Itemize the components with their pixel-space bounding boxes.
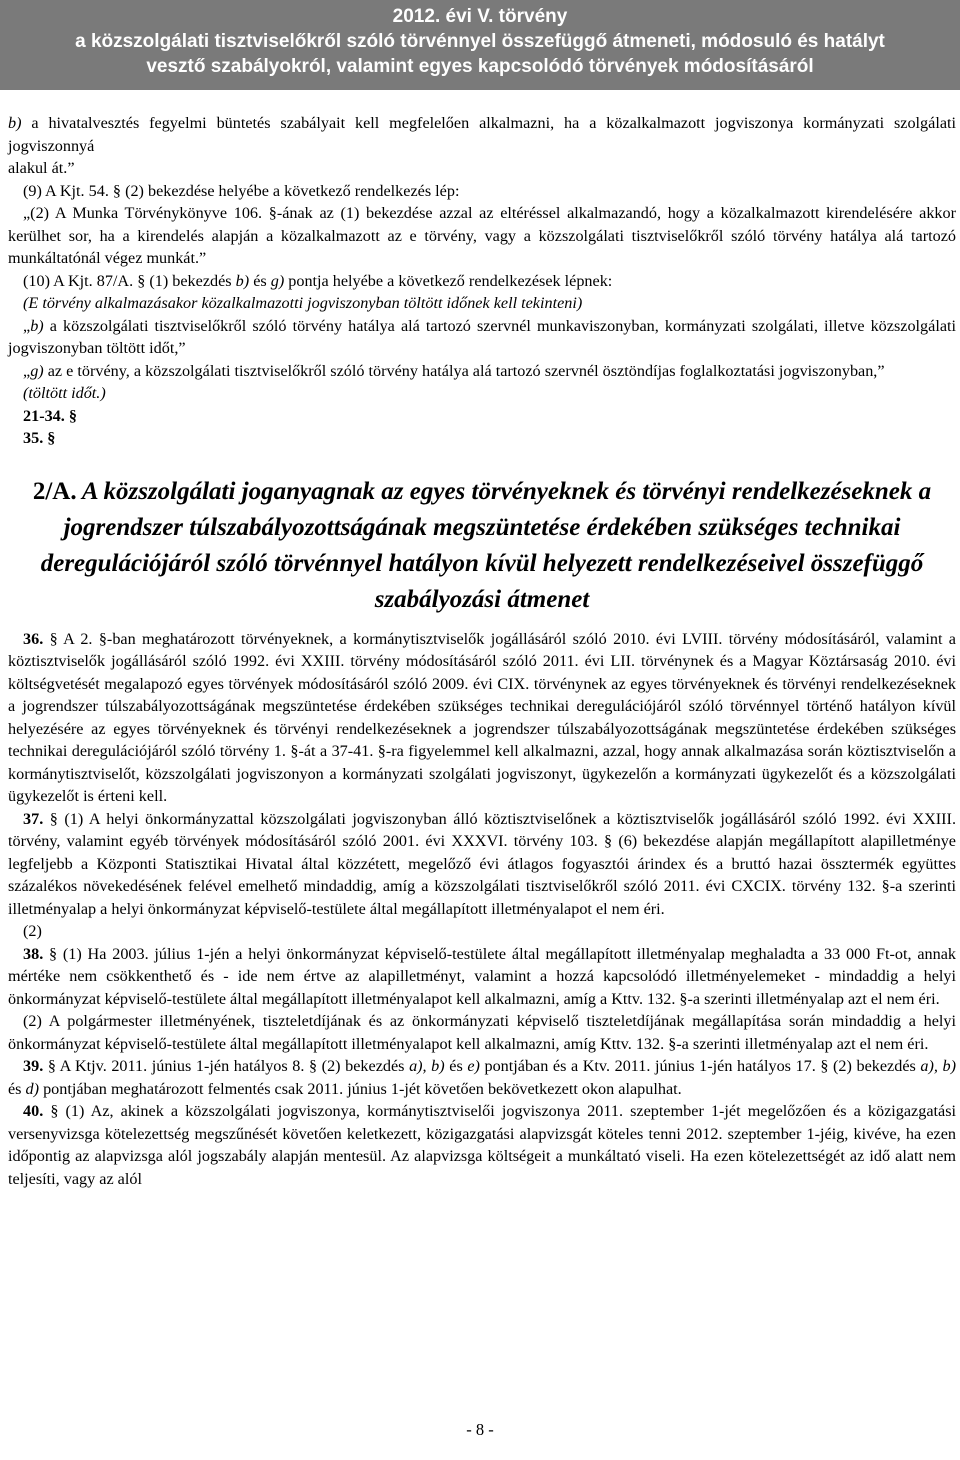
section-text: pontjában és a Ktv. 2011. június 1-jén hatályos 17. § (2) bekezdés bbox=[479, 1057, 921, 1075]
section-text: és bbox=[444, 1057, 468, 1075]
paragraph-text: a közszolgálati tisztviselőkről szóló törvény hatálya alá tartozó szervnél munkaviszonyban, kormányzati szolgálati, illetve közszolgálati jogviszonyban töltött időt,” bbox=[8, 316, 956, 357]
section-37-para-2: (2) bbox=[23, 922, 42, 940]
point-label: b) bbox=[8, 114, 22, 132]
paragraph-b-end: alakul át.” bbox=[8, 159, 75, 177]
chapter-number: 2/A. bbox=[32, 477, 77, 505]
paragraph-text: a hivatalvesztés fegyelmi büntetés szabályait kell megfelelően alkalmazni, ha a közalkalmazott jogviszonya kormányzati szolgálati jogviszonnyá bbox=[8, 114, 956, 155]
point-label: a), b) bbox=[920, 1057, 957, 1075]
section-number: 39. bbox=[23, 1057, 44, 1075]
spacer bbox=[8, 450, 956, 474]
point-label: d) bbox=[25, 1079, 40, 1098]
section-21-34: 21-34. § bbox=[23, 406, 77, 425]
paragraph-text: (10) A Kjt. 87/A. § (1) bekezdés bbox=[23, 271, 236, 290]
paragraph-9-quote: „(2) A Munka Törvénykönyve 106. §-ának az (1) bekezdése azzal az eltéréssel alkalmazandó, hogy a közalkalmazott kirendelésére akkor kerülhet sor, ha a kirendelés alapján a közalkalmazott az e törvény, vagy a közszolgálati tisztviselőkről szóló törvény hatálya alá tartozó munkáltatónál végez munkát.” bbox=[8, 204, 956, 267]
section-38 bbox=[8, 943, 956, 1011]
paragraph-b bbox=[8, 112, 956, 157]
point-label: a), b) bbox=[409, 1057, 445, 1075]
paragraph-10-intro: (E törvény alkalmazásakor közalkalmazotti jogviszonyban töltött időnek kell tekinteni) bbox=[23, 294, 583, 312]
chapter-title bbox=[8, 474, 956, 618]
section-text: pontjában meghatározott felmentés csak 2011. június 1-jét követően bekövetkezett okon alapulhat. bbox=[39, 1079, 682, 1098]
point-label: b) bbox=[30, 316, 44, 335]
paragraph-10-end: (töltött időt.) bbox=[23, 384, 106, 402]
point-label: g) bbox=[270, 271, 285, 290]
paragraph-10-point-b bbox=[8, 315, 956, 360]
section-40 bbox=[8, 1100, 956, 1190]
paragraph-text: az e törvény, a közszolgálati tisztviselőkről szóló törvény hatálya alá tartozó szervnél ösztöndíjas foglalkoztatási jogviszonyban,” bbox=[43, 361, 885, 380]
document-body bbox=[8, 112, 956, 1190]
chapter-title-text: A közszolgálati joganyagnak az egyes törvényeknek és törvényi rendelkezéseknek a jogrendszer túlszabályozottságának megszüntetése érdekében szükséges technikai deregulációjáról szóló törvénnyel hatályon kívül helyezett rendelkezéseivel összefüggő szabályozási átmenet bbox=[40, 477, 932, 613]
section-number: 40. bbox=[23, 1102, 44, 1120]
section-text: § A 2. §-ban meghatározott törvényeknek, a kormánytisztviselők jogállásáról szóló 2010. évi LVIII. törvény módosításáról, valamint a köztisztviselők jogállásáról szóló 1992. évi XXIII. törvény módosításáról szóló 2011. évi LII. törvénynek és a Magyar Köztársaság 2010. évi költségvetését megalapozó egyes törvények módosításáról szóló 2009. évi CIX. törvénynek az egyes törvényeknek és törvényi rendelkezéseknek a jogrendszer túlszabályozottságának megszüntetése érdekében szükséges technikai deregulációjáról szóló törvénnyel történő hatályon kívül helyezésére az egyes törvényeknek és törvényi rendelkezéseknek a jogrendszer túlszabályozottságának megszüntetése érdekében szükséges technikai deregulációjáról szóló törvény 1. §-át a 37-41. §-ra figyelemmel kell alkalmazni, azzal, hogy annak alkalmazása során köztisztviselőn a kormánytisztviselőt, közszolgálati jogviszonyon a kormányzati szolgálati jogviszonyt, ügykezelőn a kormányzati ügykezelőt és a közszolgálati ügykezelőt is érteni kell. bbox=[8, 629, 956, 805]
paragraph-text: és bbox=[249, 271, 271, 290]
section-37 bbox=[8, 808, 956, 921]
quote-mark: „ bbox=[23, 361, 31, 380]
section-38-para-2: (2) A polgármester illetményének, tiszteletdíjának és az önkormányzati képviselő tiszteletdíjának megállapítása során mindaddig a helyi önkormányzat képviselő-testülete által megállapított illetményalapot kell alkalmazni, amíg Kttv. 132. §-a szerinti illetményalap azt el nem éri. bbox=[8, 1012, 956, 1053]
running-header bbox=[0, 0, 960, 90]
paragraph-9: (9) A Kjt. 54. § (2) bekezdése helyébe a következő rendelkezés lép: bbox=[23, 181, 460, 200]
paragraph-10-point-g bbox=[8, 360, 956, 383]
header-law-number: 2012. évi V. törvény bbox=[392, 6, 568, 27]
section-39 bbox=[8, 1055, 956, 1100]
section-number: 36. bbox=[23, 629, 44, 648]
section-text: és bbox=[8, 1079, 26, 1098]
section-number: 38. bbox=[23, 944, 44, 963]
header-law-title-line2: vesztő szabályokról, valamint egyes kapcsolódó törvények módosításáról bbox=[146, 56, 814, 77]
point-label: e) bbox=[467, 1057, 480, 1075]
section-text: § (1) A helyi önkormányzattal közszolgálati jogviszonyban álló köztisztviselőnek a köztisztviselők jogállásáról szóló 1992. évi XXIII. törvény, valamint egyéb törvények módosításáról szóló 2001. évi XXXVI. törvény 103. § (6) bekezdése alapján megállapított alapilletménye legfeljebb a Központi Statisztikai Hivatal által közzétett, megelőző évi átlagos fogyasztói árindex és a bruttó hazai össztermék együttes százalékos növekedésének felével emelhető mindaddig, amíg a közszolgálati tisztviselőkről szóló 2011. évi CXCIX. törvény 132. §-a szerinti illetményalap a helyi önkormányzat képviselő-testülete által megállapított illetményalapot el nem éri. bbox=[8, 809, 956, 918]
point-label: g) bbox=[30, 361, 44, 380]
quote-mark: „ bbox=[23, 316, 31, 335]
section-number: 37. bbox=[23, 809, 44, 828]
point-label: b) bbox=[235, 271, 250, 290]
section-35: 35. § bbox=[23, 429, 56, 447]
section-text: § (1) Az, akinek a közszolgálati jogviszonya, kormánytisztviselői jogviszonya 2011. szeptember 1-jét megelőzően és a közigazgatási versenyvizsga kötelezettség megszűnését követően keletkezett, közigazgatási alapvizsgát köteles tenni 2012. szeptember 1-jéig, kivéve, ha ezen időpontig az alapvizsga alól jogszabály alapján mentesül. Az alapvizsga költségeit a munkáltató viseli. Ha ezen kötelezettségét az idő alatt nem teljesíti, vagy az alól bbox=[8, 1102, 956, 1188]
paragraph-10 bbox=[8, 270, 956, 293]
paragraph-text: pontja helyébe a következő rendelkezések lépnek: bbox=[284, 271, 613, 290]
section-text: § A Ktjv. 2011. június 1-jén hatályos 8. § (2) bekezdés bbox=[43, 1057, 410, 1075]
page-number: - 8 - bbox=[466, 1420, 494, 1439]
section-36 bbox=[8, 628, 956, 808]
section-text: § (1) Ha 2003. július 1-jén a helyi önkormányzat képviselő-testülete által megállapított illetményalap meghaladta a 33 000 Ft-ot, annak mértéke nem csökkenthető és - ide nem értve az alapilletményt, valamint a hozzá kapcsolódó illetményelemeket - mindaddig a helyi önkormányzat képviselő-testülete által megállapított illetményalapot kell alkalmazni, amíg a Kttv. 132. §-a szerinti illetményalap azt el nem éri. bbox=[8, 944, 956, 1008]
header-law-title-line1: a közszolgálati tisztviselőkről szóló törvénnyel összefüggő átmeneti, módosuló és hatályt bbox=[75, 31, 885, 52]
